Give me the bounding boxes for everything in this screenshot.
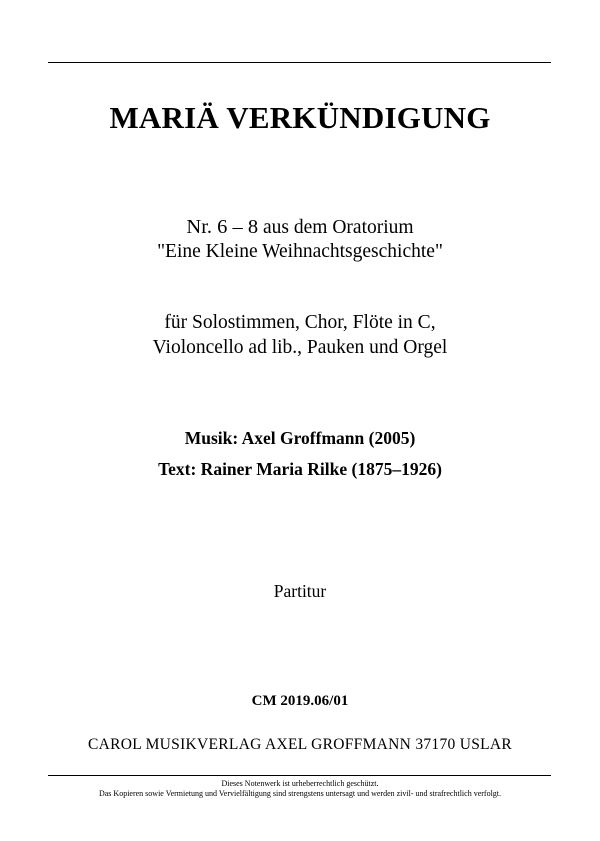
copyright-notice	[0, 779, 600, 799]
bottom-rule	[48, 775, 551, 776]
scoring-line-2: Violoncello ad lib., Pauken und Orgel	[152, 337, 448, 358]
oratorio-name: "Eine Kleine Weihnachtsgeschichte"	[157, 241, 443, 262]
oratorio-prefix: aus dem Oratorium	[258, 217, 414, 238]
subtitle-line-1	[0, 215, 600, 240]
credits	[0, 423, 600, 485]
work-title: MARIÄ VERKÜNDIGUNG	[109, 100, 491, 135]
publisher: CAROL MUSIKVERLAG AXEL GROFFMANN 37170 USLAR	[87, 736, 513, 753]
movement-numbers: Nr. 6 – 8	[186, 216, 259, 238]
copyright-line-1: Dieses Notenwerk ist urheberrechtlich geschützt.	[221, 779, 379, 788]
catalog-number: CM 2019.06/01	[251, 693, 349, 709]
lyricist-credit: Text: Rainer Maria Rilke (1875–1926)	[158, 459, 442, 479]
top-rule	[48, 62, 551, 63]
composer-credit: Musik: Axel Groffmann (2005)	[184, 428, 416, 448]
work-subtitle	[0, 215, 600, 264]
copyright-line-2: Das Kopieren sowie Vermietung und Vervielfältigung sind strengstens untersagt und werden zivil- und strafrechtlich verfolgt.	[98, 789, 502, 798]
scoring	[0, 310, 600, 360]
scoring-line-1: für Solostimmen, Chor, Flöte in C,	[164, 312, 436, 333]
edition-type: Partitur	[273, 581, 327, 601]
